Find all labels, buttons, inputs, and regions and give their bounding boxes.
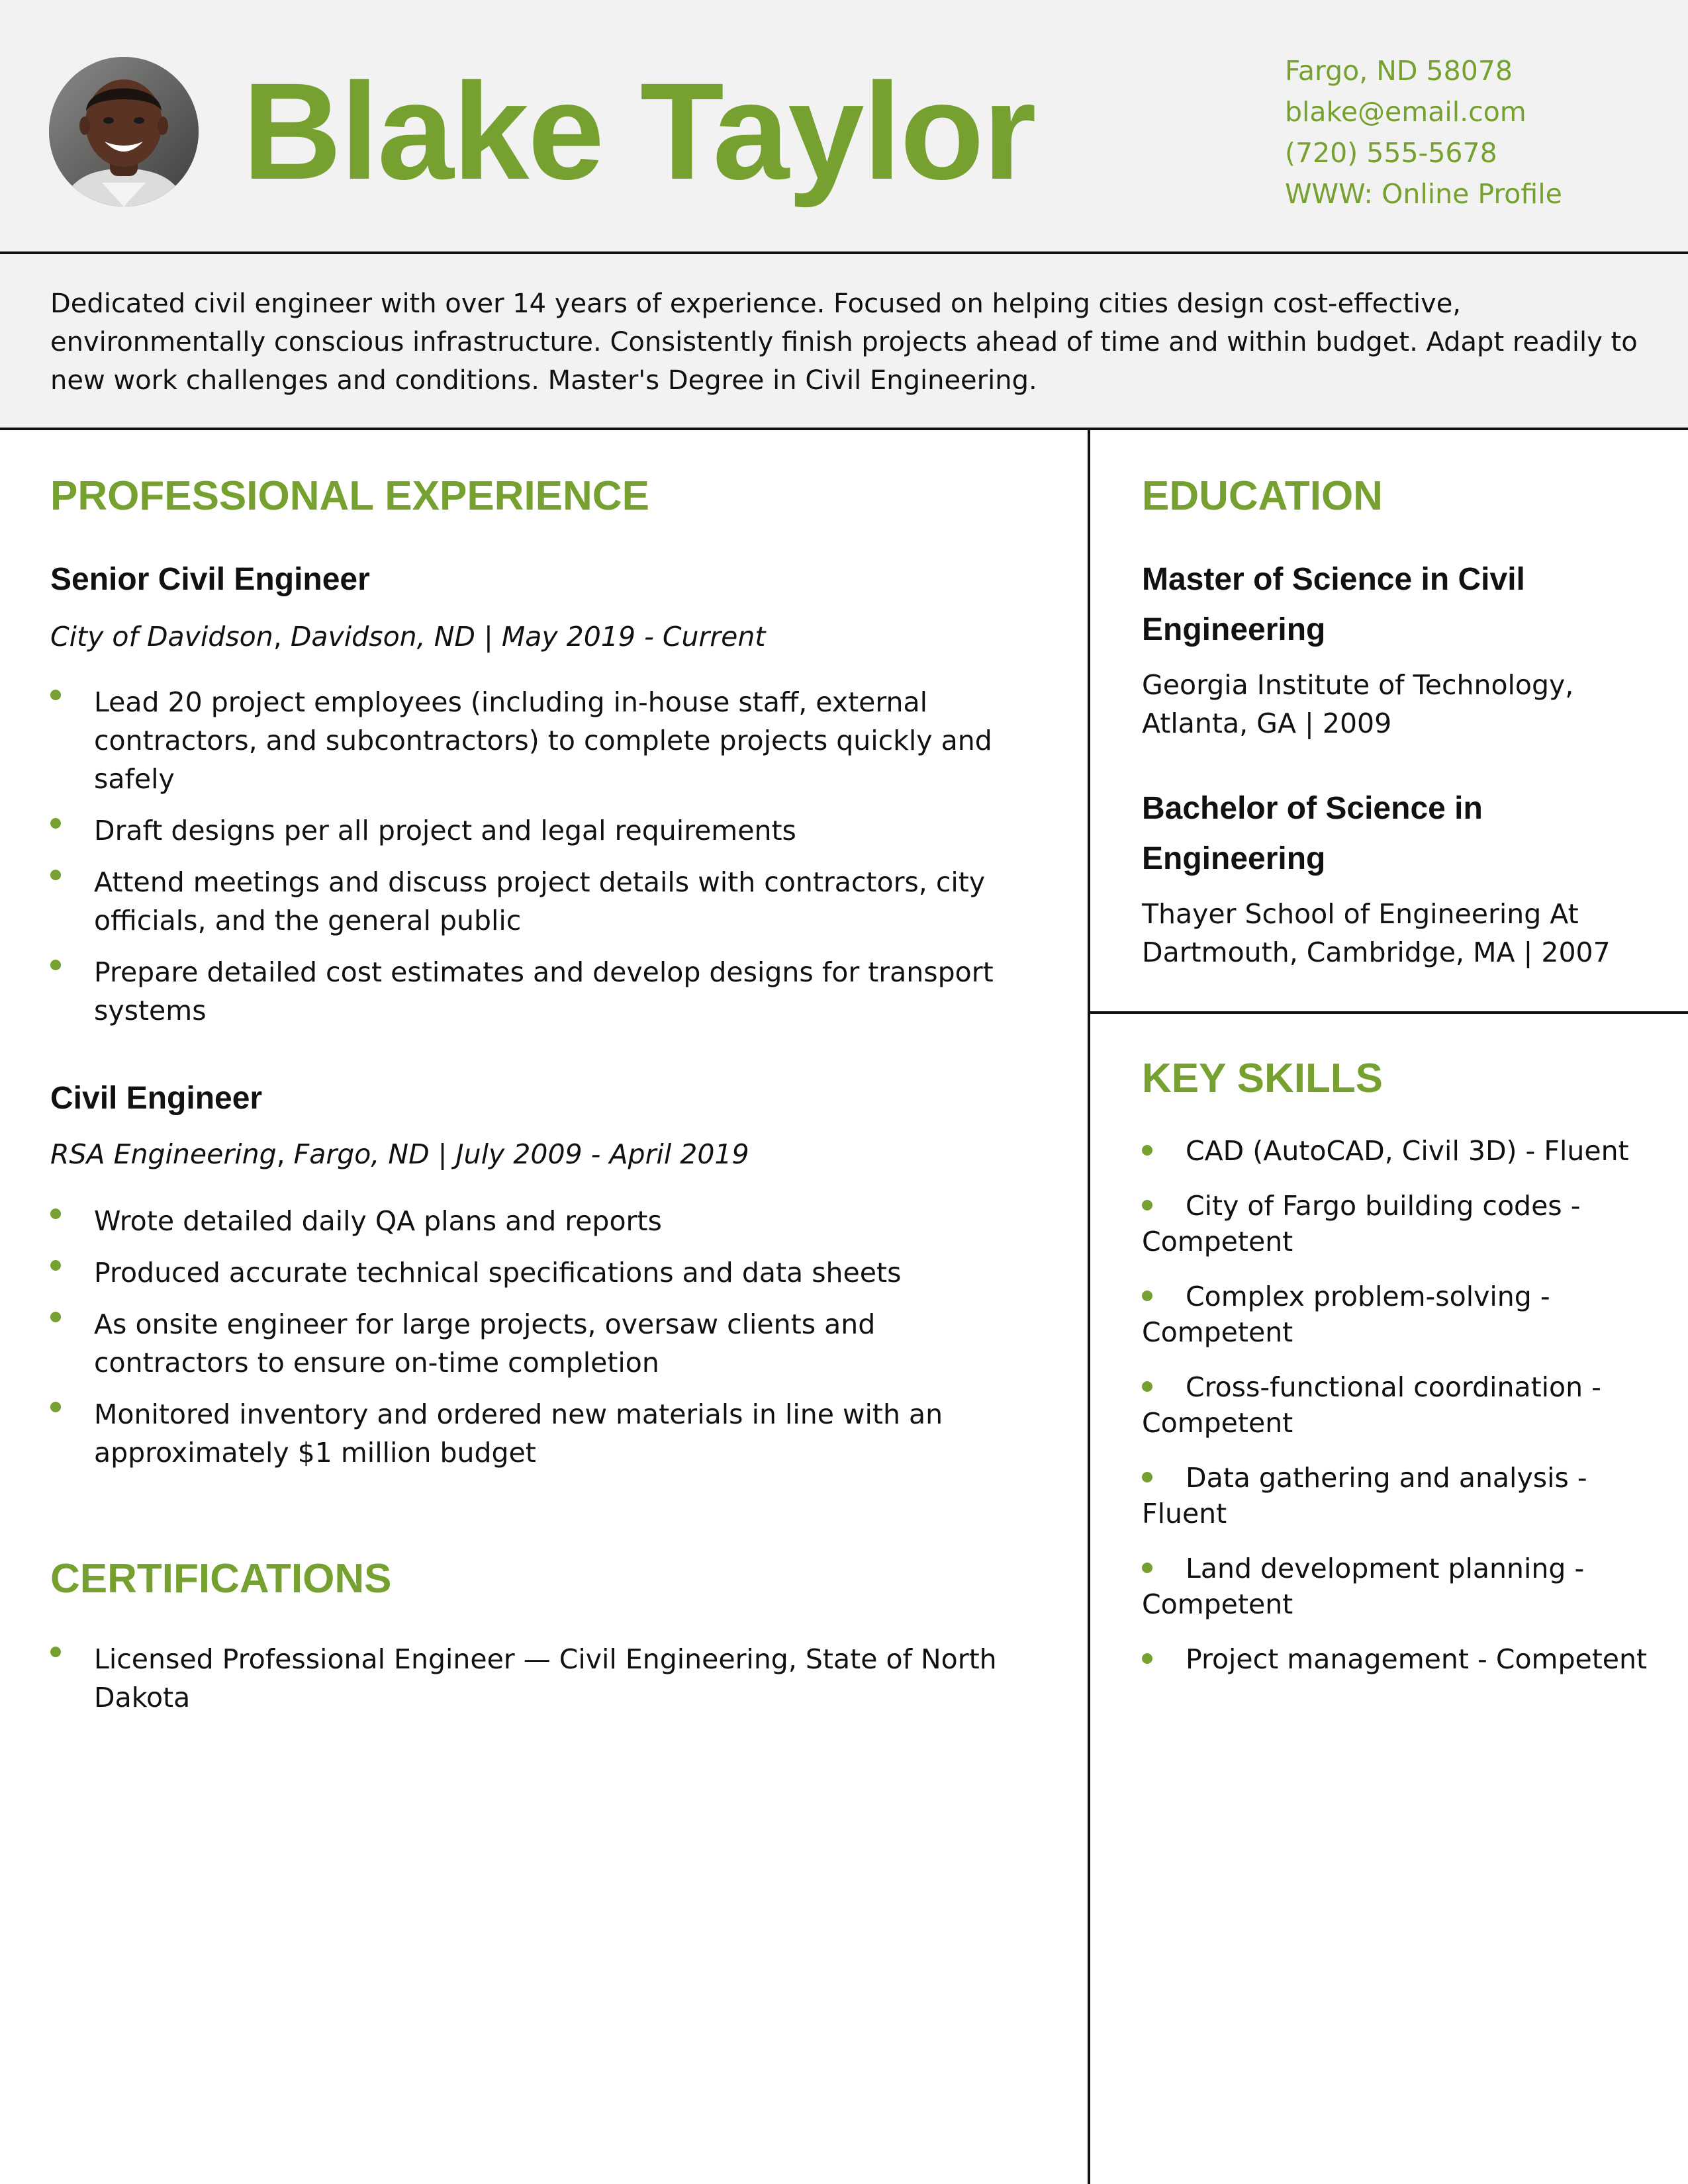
skill-text: Data gathering and analysis - Fluent [1142, 1462, 1587, 1529]
job-company: City of Davidson [50, 621, 273, 653]
sidebar-divider [1089, 1011, 1688, 1014]
bullet-icon [50, 870, 61, 880]
summary-text: Dedicated civil engineer with over 14 years of experience. Focused on helping cities design cost-effective, environmentally conscious infrastructure. Consistently finish projects ahead of time and within budget. Adapt readily to new work challenges and conditions. Master's Degree in Civil Engineering. [50, 289, 1638, 396]
job-meta-separator: , [276, 1138, 285, 1170]
bullet-icon [1142, 1653, 1152, 1664]
bullet-icon [50, 690, 61, 700]
list-item [1142, 1279, 1658, 1350]
bullet-icon [50, 1260, 61, 1271]
list-item [50, 1305, 1037, 1382]
bullet-text: As onsite engineer for large projects, oversaw clients and contractors to ensure on-time completion [94, 1308, 876, 1379]
resume-header [0, 0, 1688, 254]
job-bullets [50, 1202, 1037, 1485]
job-company: RSA Engineering [50, 1138, 277, 1170]
list-item [50, 863, 1037, 940]
job-bullets [50, 683, 1037, 1043]
bullet-icon [50, 1402, 61, 1412]
contact-email[interactable]: blake@email.com [1285, 96, 1526, 128]
bullet-icon [50, 818, 61, 829]
skill-text: Project management - Competent [1186, 1643, 1648, 1675]
bullet-icon [1142, 1381, 1152, 1392]
bullet-icon [1142, 1472, 1152, 1482]
list-item [50, 953, 1037, 1030]
list-item [50, 1640, 1037, 1717]
bullet-text: Produced accurate technical specifications and data sheets [94, 1257, 902, 1289]
job-meta [50, 1134, 749, 1174]
certification-text: Licensed Professional Engineer — Civil Engineering, State of North Dakota [94, 1643, 997, 1713]
bullet-text: Monitored inventory and ordered new materials in line with an approximately $1 million budget [94, 1398, 943, 1469]
profile-photo [49, 57, 199, 206]
bullet-icon [50, 1208, 61, 1219]
education-school: Thayer School of Engineering At Dartmouth, Cambridge, MA | 2007 [1142, 898, 1611, 968]
skill-text: Land development planning - Competent [1142, 1553, 1585, 1620]
experience-heading: PROFESSIONAL EXPERIENCE [50, 473, 649, 519]
skills-list [1142, 1133, 1658, 1696]
bullet-text: Attend meetings and discuss project details with contractors, city officials, and the general public [94, 866, 986, 936]
job-details: Davidson, ND | May 2019 - Current [281, 621, 766, 653]
certifications-heading: CERTIFICATIONS [50, 1556, 392, 1602]
bullet-text: Prepare detailed cost estimates and develop designs for transport systems [94, 956, 994, 1026]
bullet-text: Lead 20 project employees (including in-house staff, external contractors, and subcontractors) to complete projects quickly and safely [94, 686, 992, 795]
column-divider [1088, 430, 1090, 2184]
list-item [50, 1253, 1037, 1292]
bullet-icon [50, 1312, 61, 1322]
skill-text: Cross-functional coordination - Competent [1142, 1371, 1601, 1439]
bullet-icon [1142, 1145, 1152, 1156]
job-details: Fargo, ND | July 2009 - April 2019 [285, 1138, 749, 1170]
list-item [50, 683, 1037, 798]
skill-text: Complex problem-solving - Competent [1142, 1281, 1550, 1348]
list-item [1142, 1641, 1658, 1677]
bullet-icon [1142, 1563, 1152, 1573]
education-degree: Bachelor of Science in Engineering [1142, 791, 1483, 876]
job-title: Civil Engineer [50, 1081, 263, 1116]
summary-section [0, 254, 1688, 430]
candidate-name: Blake Taylor [242, 55, 1035, 208]
profile-photo-icon [49, 57, 199, 206]
job-meta-separator: , [273, 621, 282, 653]
list-item [50, 1202, 1037, 1240]
list-item [1142, 1460, 1658, 1531]
bullet-text: Draft designs per all project and legal requirements [94, 815, 796, 846]
bullet-icon [1142, 1291, 1152, 1301]
education-degree: Master of Science in Civil Engineering [1142, 562, 1525, 647]
certifications-list [50, 1640, 1037, 1730]
education-school: Georgia Institute of Technology, Atlanta, GA | 2009 [1142, 669, 1574, 739]
list-item [50, 1395, 1037, 1472]
contact-website[interactable]: WWW: Online Profile [1285, 178, 1562, 210]
contact-info [1285, 50, 1562, 214]
bullet-text: Wrote detailed daily QA plans and reports [94, 1205, 662, 1237]
bullet-icon [50, 1647, 61, 1657]
list-item [1142, 1369, 1658, 1441]
job-meta [50, 617, 765, 657]
skills-heading: KEY SKILLS [1142, 1056, 1383, 1101]
contact-location: Fargo, ND 58078 [1285, 55, 1513, 87]
contact-phone[interactable]: (720) 555-5678 [1285, 137, 1497, 169]
bullet-icon [50, 960, 61, 970]
job-title: Senior Civil Engineer [50, 562, 370, 597]
list-item [1142, 1551, 1658, 1622]
bullet-icon [1142, 1200, 1152, 1210]
skill-text: City of Fargo building codes - Competent [1142, 1190, 1581, 1257]
list-item [1142, 1188, 1658, 1259]
list-item [50, 811, 1037, 850]
education-heading: EDUCATION [1142, 473, 1383, 519]
list-item [1142, 1133, 1658, 1169]
skill-text: CAD (AutoCAD, Civil 3D) - Fluent [1186, 1135, 1629, 1167]
